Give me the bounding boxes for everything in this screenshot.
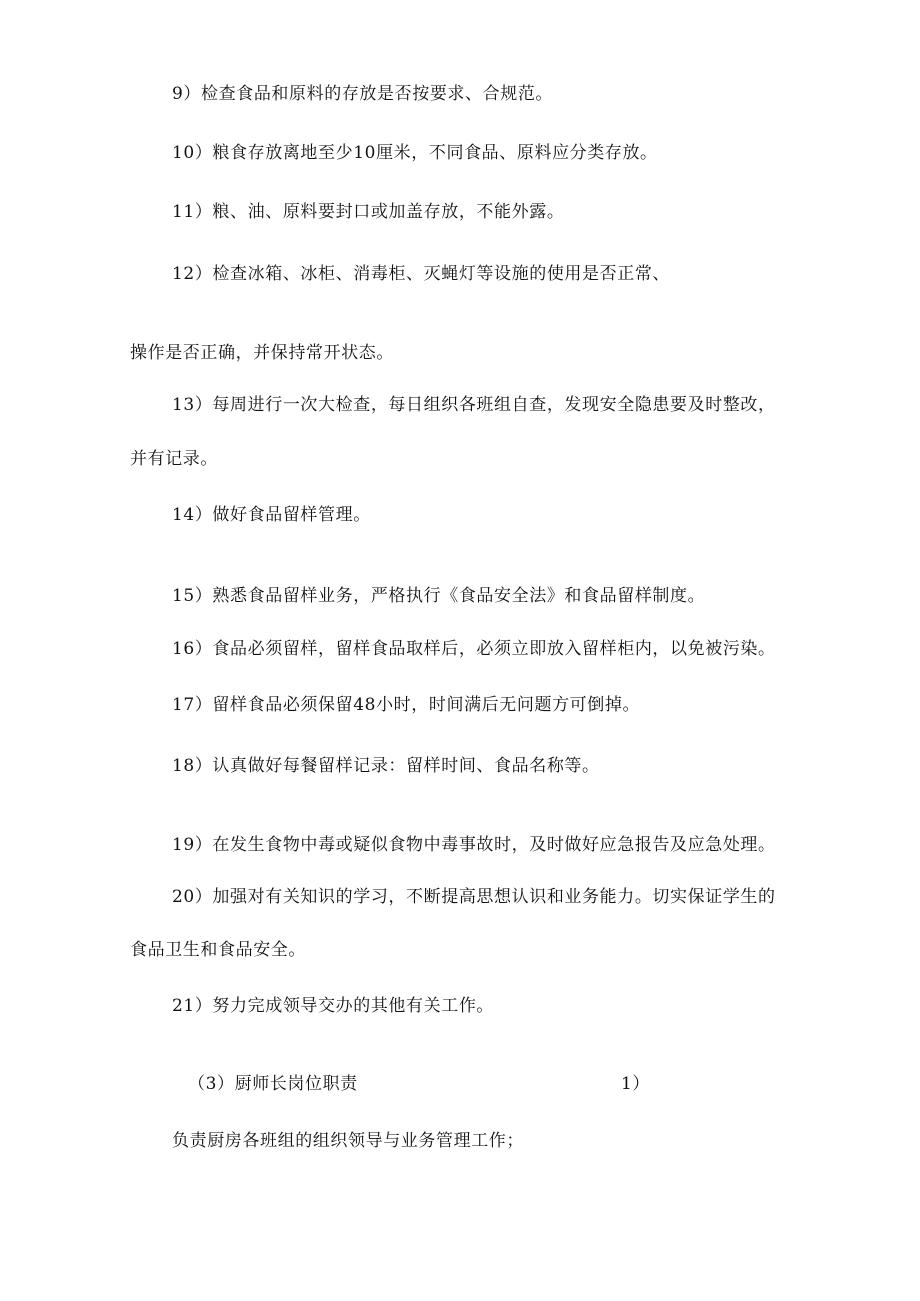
item-13-continuation: 并有记录。 bbox=[130, 449, 218, 469]
item-17: 17）留样食品必须保留48小时，时间满后无问题方可倒掉。 bbox=[172, 695, 641, 715]
item-12: 12）检查冰箱、冰柜、消毒柜、灭蝇灯等设施的使用是否正常、 bbox=[172, 264, 671, 284]
item-14: 14）做好食品留样管理。 bbox=[172, 505, 371, 525]
item-16: 16）食品必须留样，留样食品取样后，必须立即放入留样柜内，以免被污染。 bbox=[172, 639, 776, 659]
item-19: 19）在发生食物中毒或疑似食物中毒事故时，及时做好应急报告及应急处理。 bbox=[172, 835, 776, 855]
section-heading: （3）厨师长岗位职责 bbox=[188, 1074, 358, 1094]
item-13: 13）每周进行一次大检查，每日组织各班组自查，发现安全隐患要及时整改， bbox=[172, 395, 776, 415]
item-11: 11）粮、油、原料要封口或加盖存放，不能外露。 bbox=[172, 202, 565, 222]
item-18: 18）认真做好每餐留样记录：留样时间、食品名称等。 bbox=[172, 756, 600, 776]
item-10: 10）粮食存放离地至少10厘米，不同食品、原料应分类存放。 bbox=[172, 143, 658, 163]
item-20-continuation: 食品卫生和食品安全。 bbox=[130, 940, 306, 960]
item-21: 21）努力完成领导交办的其他有关工作。 bbox=[172, 996, 495, 1016]
item-12-continuation: 操作是否正确，并保持常开状态。 bbox=[130, 343, 394, 363]
item-15: 15）熟悉食品留样业务，严格执行《食品安全法》和食品留样制度。 bbox=[172, 586, 706, 606]
sub-item-text: 负责厨房各班组的组织领导与业务管理工作； bbox=[172, 1131, 524, 1151]
item-20: 20）加强对有关知识的学习，不断提高思想认识和业务能力。切实保证学生的 bbox=[172, 887, 776, 907]
item-9: 9）检查食品和原料的存放是否按要求、合规范。 bbox=[172, 84, 554, 104]
sub-item-number: 1） bbox=[621, 1074, 651, 1094]
